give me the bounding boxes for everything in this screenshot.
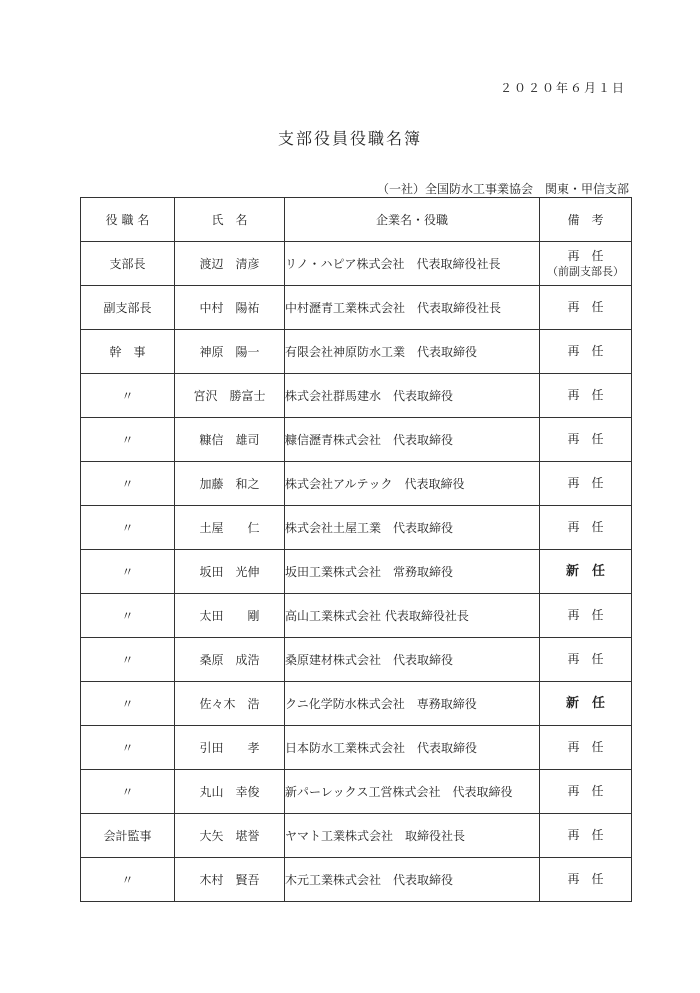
note-status: 再 任 <box>567 520 604 534</box>
note-previous-position: （前副支部長） <box>547 264 624 278</box>
name-cell: 土屋 仁 <box>175 506 285 550</box>
table-row <box>81 462 632 506</box>
table-row <box>81 638 632 682</box>
note-cell <box>540 814 632 858</box>
note-cell <box>540 550 632 594</box>
note-status: 再 任 <box>567 300 604 314</box>
name-cell: 丸山 幸俊 <box>175 770 285 814</box>
header-name: 氏 名 <box>175 198 285 242</box>
note-cell <box>540 242 632 286</box>
note-cell <box>540 330 632 374</box>
role-cell: 〃 <box>81 462 175 506</box>
name-cell: 加藤 和之 <box>175 462 285 506</box>
role-cell: 副支部長 <box>81 286 175 330</box>
roster-body <box>81 242 632 902</box>
table-row <box>81 814 632 858</box>
company-cell: 株式会社土屋工業 代表取締役 <box>285 506 540 550</box>
company-cell: リノ・ハピア株式会社 代表取締役社長 <box>285 242 540 286</box>
note-cell <box>540 286 632 330</box>
company-cell: 有限会社神原防水工業 代表取締役 <box>285 330 540 374</box>
note-status: 再 任 <box>567 388 604 402</box>
note-status: 再 任 <box>567 608 604 622</box>
page-title: 支部役員役職名簿 <box>277 129 422 148</box>
company-cell: 高山工業株式会社 代表取締役社長 <box>285 594 540 638</box>
role-cell: 〃 <box>81 726 175 770</box>
role-cell: 支部長 <box>81 242 175 286</box>
table-row <box>81 858 632 902</box>
table-row <box>81 550 632 594</box>
company-cell: ヤマト工業株式会社 取締役社長 <box>285 814 540 858</box>
name-cell: 引田 孝 <box>175 726 285 770</box>
role-cell: 〃 <box>81 550 175 594</box>
note-cell <box>540 506 632 550</box>
note-status: 再 任 <box>567 248 604 263</box>
name-cell: 神原 陽一 <box>175 330 285 374</box>
note-cell <box>540 638 632 682</box>
role-cell: 会計監事 <box>81 814 175 858</box>
company-cell: クニ化学防水株式会社 専務取締役 <box>285 682 540 726</box>
name-cell: 中村 陽祐 <box>175 286 285 330</box>
table-row <box>81 506 632 550</box>
table-row <box>81 682 632 726</box>
name-cell: 糠信 雄司 <box>175 418 285 462</box>
note-status: 再 任 <box>567 344 604 358</box>
table-header-row <box>81 198 632 242</box>
company-cell: 桑原建材株式会社 代表取締役 <box>285 638 540 682</box>
table-row <box>81 418 632 462</box>
role-cell: 〃 <box>81 682 175 726</box>
name-cell: 宮沢 勝富士 <box>175 374 285 418</box>
role-cell: 〃 <box>81 594 175 638</box>
note-status: 新 任 <box>565 696 605 711</box>
document-date: ２０２０年６月１日 <box>499 81 626 95</box>
company-cell: 株式会社群馬建水 代表取締役 <box>285 374 540 418</box>
note-cell <box>540 858 632 902</box>
table-row <box>81 770 632 814</box>
company-cell: 木元工業株式会社 代表取締役 <box>285 858 540 902</box>
header-company: 企業名・役職 <box>285 198 540 242</box>
role-cell: 〃 <box>81 374 175 418</box>
note-cell <box>540 594 632 638</box>
role-cell: 〃 <box>81 858 175 902</box>
name-cell: 佐々木 浩 <box>175 682 285 726</box>
table-row <box>81 726 632 770</box>
note-status: 再 任 <box>567 652 604 666</box>
company-cell: 坂田工業株式会社 常務取締役 <box>285 550 540 594</box>
name-cell: 木村 賢吾 <box>175 858 285 902</box>
table-row <box>81 594 632 638</box>
note-status: 再 任 <box>567 784 604 798</box>
role-cell: 〃 <box>81 638 175 682</box>
name-cell: 太田 剛 <box>175 594 285 638</box>
header-role: 役 職 名 <box>81 198 175 242</box>
company-cell: 株式会社アルテック 代表取締役 <box>285 462 540 506</box>
note-status: 再 任 <box>567 872 604 886</box>
table-row <box>81 286 632 330</box>
note-status: 新 任 <box>565 564 605 579</box>
note-cell <box>540 462 632 506</box>
name-cell: 大矢 堪誉 <box>175 814 285 858</box>
role-cell: 〃 <box>81 418 175 462</box>
note-status: 再 任 <box>567 828 604 842</box>
role-cell: 〃 <box>81 506 175 550</box>
role-cell: 幹 事 <box>81 330 175 374</box>
officer-roster-table <box>80 197 632 902</box>
note-cell <box>540 418 632 462</box>
note-cell <box>540 682 632 726</box>
note-status: 再 任 <box>567 476 604 490</box>
note-status: 再 任 <box>567 432 604 446</box>
organization-name: （一社）全国防水工事業協会 関東・甲信支部 <box>376 182 629 196</box>
name-cell: 渡辺 清彦 <box>175 242 285 286</box>
company-cell: 新パーレックス工営株式会社 代表取締役 <box>285 770 540 814</box>
table-row <box>81 374 632 418</box>
name-cell: 坂田 光伸 <box>175 550 285 594</box>
role-cell: 〃 <box>81 770 175 814</box>
company-cell: 糠信瀝青株式会社 代表取締役 <box>285 418 540 462</box>
company-cell: 日本防水工業株式会社 代表取締役 <box>285 726 540 770</box>
header-note: 備 考 <box>540 198 632 242</box>
table-row <box>81 242 632 286</box>
note-cell <box>540 726 632 770</box>
note-status: 再 任 <box>567 740 604 754</box>
company-cell: 中村瀝青工業株式会社 代表取締役社長 <box>285 286 540 330</box>
name-cell: 桑原 成浩 <box>175 638 285 682</box>
note-cell <box>540 770 632 814</box>
table-row <box>81 330 632 374</box>
note-cell <box>540 374 632 418</box>
